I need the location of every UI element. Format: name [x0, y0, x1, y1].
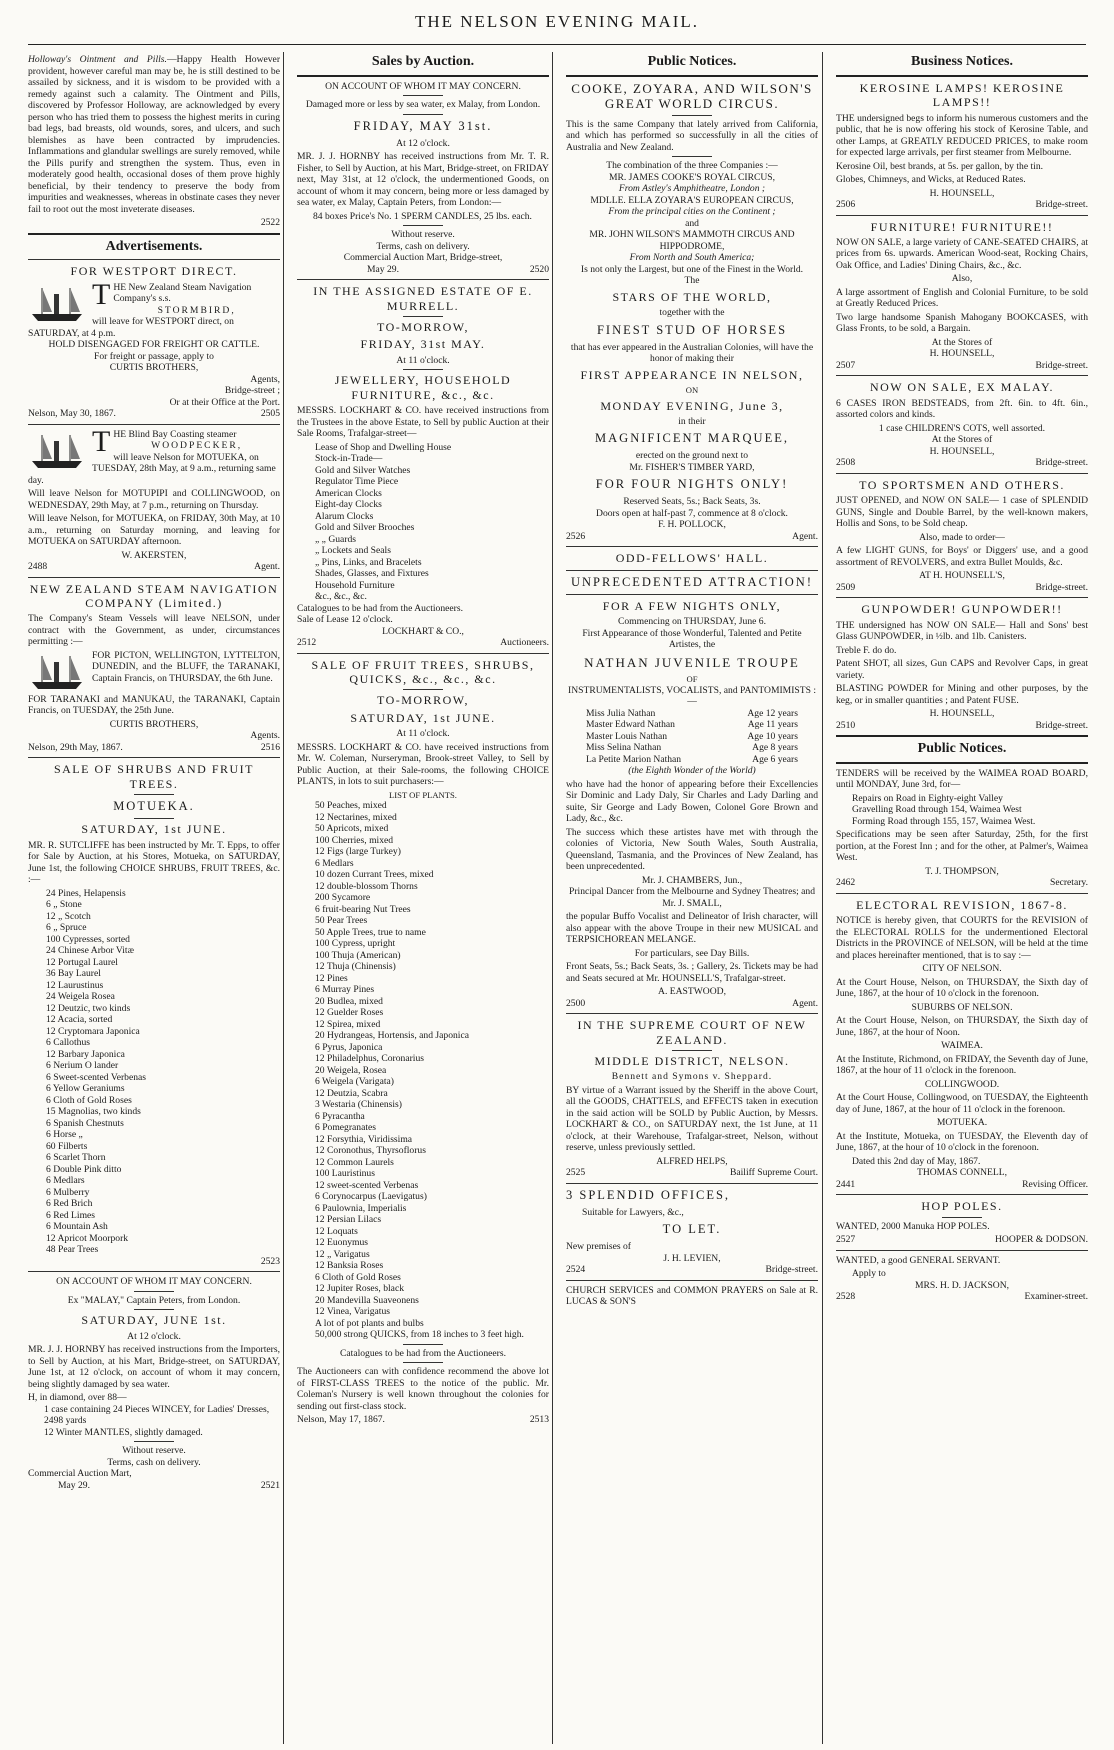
cast-row — [566, 754, 818, 766]
steamship-icon — [28, 284, 86, 324]
list-item: &c., &c., &c. — [315, 591, 367, 603]
list-item: 50 Apricots, mixed — [315, 823, 389, 835]
list-item: 12 Spirea, mixed — [315, 1018, 381, 1030]
list-item: Gold and Silver Brooches — [315, 522, 415, 534]
list-item: 6 Horse „ — [46, 1129, 83, 1141]
candles-advert: ON ACCOUNT OF WHOM IT MAY CONCERN. Damaged more or less by sea water, ex Malay, from London. FRIDAY, MAY 31st. At 12 o'clock. MR. J. J. HORNBY has received instructions from Mr. T. R. Fisher, to Sell by Auction, at his Mart, Bridge-street, on FRIDAY next, May 31st, at 12 o'clock, the undermentioned Goods, on account of whom it may concern, being more or less damaged by sea water, ex Malay, Captain Peters, from London:— 84 boxes Price's No. 1 SPERM CANDLES, 25 lbs. each. Without reserve. Terms, cash on delivery. Commercial Auction Mart, Bridge-street, May 29. 2520 — [297, 80, 549, 275]
list-item: 12 Acacia, sorted — [46, 1014, 113, 1026]
list-item: 6 Callothus — [46, 1037, 90, 1049]
list-item: 12 Pines — [315, 972, 348, 984]
list-item: 60 Filberts — [46, 1140, 88, 1152]
shrubs-list — [28, 888, 280, 1256]
list-item: Shades, Glasses, and Fixtures — [315, 568, 429, 580]
list-item: 6 „ Stone — [46, 899, 82, 911]
list-item: 100 Cherries, mixed — [315, 834, 394, 846]
list-item: American Clocks — [315, 487, 382, 499]
list-item: 6 Scarlet Thorn — [46, 1152, 106, 1164]
advertisements-header: Advertisements. — [105, 238, 203, 254]
woodpecker-advert: T HE Blind Bay Coasting steamer WOODPECKER, will leave Nelson for MOTUEKA, on TUESDAY, 28th May, at 9 a.m., returning same day. Will leave Nelson for MOTUPIPI and COLLINGWOOD, on WEDNESDAY, 29th May, at 7 p.m., returning on Thursday. Will leave Nelson, for MOTUEKA, on FRIDAY, 30th May, at 10 a.m., returning on Saturday morning, and leaving for MOTUEKA on SATURDAY afternoon. W. AKERSTEN, 2488 Agent. — [28, 424, 280, 573]
list-item: 12 Thuja (Chinensis) — [315, 961, 396, 973]
holloway-advert: Holloway's Ointment and Pills.—Happy Health However provident, however careful man may be, he is still destined to be assailed by sickness, and it is wisdom to be provided with a remedy against such a calamity. The Ointment and Pills, discovered by Professor Holloway, are acknowledged by every person who has tried them to possess the highest merits in curing bad legs, bad breasts, old wounds, sores, and ulcers, and such blemishes as have been contracted by imprudencies. Inflammations and glandular swellings are surely removed, while the Pills purify and strengthen the system. Thus, even in moderately good health, occasional doses of them prove highly beneficial, by their tendency to preserve the body from impurities and weaknesses, whereas in obstinate cases they never fail to root out the most inveterate diseases. — [28, 54, 280, 215]
list-item: 12 Portugal Laurel — [46, 956, 118, 968]
list-item: 20 Mandevilla Suaveonens — [315, 1294, 419, 1306]
steamship-icon — [28, 652, 86, 692]
list-item: 6 fruit-bearing Nut Trees — [315, 903, 411, 915]
list-item: 12 „ Scotch — [46, 910, 91, 922]
masthead-rule — [28, 44, 1086, 45]
list-item: 50 Peaches, mixed — [315, 800, 387, 812]
list-item: Gold and Silver Watches — [315, 464, 411, 476]
list-item: 12 Nectarines, mixed — [315, 811, 397, 823]
murrell-list — [297, 442, 549, 603]
list-item: 6 Cloth of Gold Roses — [315, 1271, 401, 1283]
hop-poles-advert: HOP POLES. WANTED, 2000 Manuka HOP POLES. 2527 HOOPER & DODSON. — [836, 1199, 1088, 1246]
oddfellows-advert: ODD-FELLOWS' HALL. UNPRECEDENTED ATTRACTION! FOR A FEW NIGHTS ONLY, Commencing on THURSDAY, June 6. First Appearance of those Wonderful, Talented and Petite Artistes, the NATHAN JUVENILE TROUPE OF INSTRUMENTALISTS, VOCALISTS, and PANTOMIMISTS :— Miss Julia Nathan Age 12 years Master Edward Nathan Age 11 years Master Louis Nathan Age 10 years Miss Selina Nathan Age 8 years La Petite Marion Nathan Age 6 years (the Eighth Wonder of the World) who have had the honor of appearing before their Excellencies Sir Dominic and Lady Daly, Sir Charles and Lady Darling and suite, Sir George and Lady Bowen, Colonel Gore Brown and Lady, &c., &c. The success which these artistes have met with through the colonies of Victoria, New South Wales, South Australia, Queensland, Tasmania, and the Provinces of New Zealand, has been unprecedented. Mr. J. CHAMBERS, Jun., Principal Dancer from the Melbourne and Sydney Theatres; and Mr. J. SMALL, the popular Buffo Vocalist and Delineator of Irish character, will also appear with the above Troupe in their new MUSICAL and TERPSICHOREAN MELANGE. For particulars, see Day Bills. Front Seats, 5s.; Back Seats, 3s. ; Gallery, 2s. Tickets may be had and Seats secured at Mr. HOUNSELL'S, Trafalgar-street. A. EASTWOOD, 2500 Agent. — [566, 551, 818, 1009]
list-item: 12 Philadelphus, Coronarius — [315, 1053, 424, 1065]
cast-list — [566, 708, 818, 766]
list-item: 10 dozen Currant Trees, mixed — [315, 869, 434, 881]
cast-age: Age 10 years — [747, 730, 798, 742]
list-item: Regulator Time Piece — [315, 476, 399, 488]
cast-name: Miss Selina Nathan — [586, 742, 662, 754]
list-item: 50 Apple Trees, true to name — [315, 926, 426, 938]
list-item: 6 Medlars — [46, 1175, 85, 1187]
cast-age: Age 12 years — [747, 707, 798, 719]
list-item: Household Furniture — [315, 579, 395, 591]
electoral-revision-advert: ELECTORAL REVISION, 1867-8. NOTICE is hereby given, that COURTS for the REVISION of the ELECTORAL ROLLS for the undermentioned Electoral Districts in the PROVINCE of NELSON, will be held at the time and places hereinafter mentioned, that is to say :— CITY OF NELSON. At the Court House, Nelson, on THURSDAY, the Sixth day of June, 1867, at the hour of 10 o'clock in the forenoon. SUBURBS OF NELSON. At the Court House, Nelson, on THURSDAY, the Sixth day of June, 1867, at the hour of Noon. WAIMEA. At the Institute, Richmond, on FRIDAY, the Seventh day of June, 1867, at the hour of 11 o'clock in the forenoon. COLLINGWOOD. At the Court House, Collingwood, on TUESDAY, the Eighteenth day of June, 1867, at the hour of 11 o'clock in the forenoon. MOTUEKA. At the Institute, Motueka, on TUESDAY, the Eleventh day of June, 1867, at the hour of 10 o'clock in the forenoon. Dated this 2nd day of May, 1867. THOMAS CONNELL, 2441 Revising Officer. — [836, 897, 1088, 1190]
column-2 — [297, 52, 549, 1744]
list-item: Eight-day Clocks — [315, 499, 382, 511]
public-notices-header: Public Notices. — [647, 54, 737, 69]
column-rule — [552, 52, 553, 1744]
cast-row — [566, 719, 818, 731]
gunpowder-advert: GUNPOWDER! GUNPOWDER!! THE undersigned has NOW ON SALE— Hall and Sons' best Glass GUNPOWDER, in ½lb. and 1lb. Canisters. Treble F. do do. Patent SHOT, all sizes, Gun CAPS and Revolver Caps, in great variety. BLASTING POWDER for Mining and other purposes, by the keg, or in smaller quantities ; and Patent FUSE. H. HOUNSELL, 2510 Bridge-street. — [836, 602, 1088, 731]
cast-name: Master Louis Nathan — [586, 730, 667, 742]
list-item: 6 Pyracantha — [315, 1110, 365, 1122]
list-item: 12 double-blossom Thorns — [315, 880, 418, 892]
list-item: 3 Westaria (Chinensis) — [315, 1099, 402, 1111]
public-notices-header-2: Public Notices. — [917, 741, 1007, 757]
list-item: 6 Weigela (Varigata) — [315, 1076, 394, 1088]
list-item: 12 Jupiter Roses, black — [315, 1283, 404, 1295]
list-item: „ „ Guards — [315, 533, 357, 545]
list-item: 6 Mountain Ash — [46, 1221, 108, 1233]
list-item: „ Pins, Links, and Bracelets — [315, 556, 422, 568]
list-item: 24 Weigela Rosea — [46, 991, 115, 1003]
cast-row — [566, 708, 818, 720]
masthead: THE NELSON EVENING MAIL. — [414, 12, 700, 31]
list-item: 12 Persian Lilacs — [315, 1214, 382, 1226]
list-item: 100 Cypress, upright — [315, 938, 396, 950]
list-item: Lease of Shop and Dwelling House — [315, 441, 452, 453]
list-item: 20 Hydrangeas, Hortensis, and Japonica — [315, 1030, 469, 1042]
list-item: 12 Deutzic, two kinds — [46, 1002, 131, 1014]
cast-row — [566, 742, 818, 754]
list-item: 6 Pomegranates — [315, 1122, 377, 1134]
list-item: 50 Pear Trees — [315, 915, 368, 927]
list-item: 6 Nerium O lander — [46, 1060, 119, 1072]
nzsn-advert: NEW ZEALAND STEAM NAVIGATION COMPANY (Limited.) The Company's Steam Vessels will leave NELSON, under contract with the Government, as under, circumstances permitting :— FOR PICTON, WELLINGTON, LYTTELTON, DUNEDIN, and the BLUFF, the TARANAKI, Captain Francis, on THURSDAY, the 6th June. FOR TARANAKI and MANUKAU, the TARANAKI, Captain Francis, on TUESDAY, the 25th June. CURTIS BROTHERS, Agents. Nelson, 29th May, 1867. 2516 — [28, 581, 280, 753]
fruit-list — [297, 800, 549, 1341]
cast-name: Master Edward Nathan — [586, 719, 675, 731]
list-item: „ Lockets and Seals — [315, 545, 391, 557]
shrubs-advert: SALE OF SHRUBS AND FRUIT TREES. MOTUEKA. SATURDAY, 1st JUNE. MR. R. SUTCLIFFE has been instructed by Mr. T. Epps, to offer for Sale by Auction, at his Stores, Motueka, on SATURDAY, June 1st, the following CHOICE SHRUBS, FRUIT TREES, &c. :— 24 Pines, Helapensis 6 „ Stone 12 „ Scotch 6 „ Spruce 100 Cypresses, sorted 24 Chinese Arbor Vitæ 12 Portugal Laurel 36 Bay Laurel 12 Laurustinus 24 Weigela Rosea 12 Deutzic, two kinds 12 Acacia, sorted 12 Cryptomara Japonica 6 Callothus 12 Barbary Japonica 6 Nerium O lander 6 Sweet-scented Verbenas 6 Yellow Geraniums 6 Cloth of Gold Roses 15 Magnolias, two kinds 6 Spanish Chestnuts 6 Horse „ 60 Filberts 6 Scarlet Thorn 6 Double Pink ditto 6 Medlars 6 Mulberry 6 Red Brich 6 Red Limes 6 Mountain Ash 12 Apricot Moorpork 48 Pear Trees 2523 — [28, 762, 280, 1267]
westport-advert: FOR WESTPORT DIRECT. T HE New Zealand Steam Navigation Company's s.s. STORMBIRD, will leave for WESTPORT direct, on SATURDAY, at 4 p.m. HOLD DISENGAGED FOR FREIGHT OR CATTLE. For freight or passage, apply to CURTIS BROTHERS, Agents, Bridge-street ; Or at their Office at the Port. Nelson, May 30, 1867. 2505 — [28, 264, 280, 420]
list-item: 48 Pear Trees — [46, 1244, 99, 1256]
list-item: 6 Yellow Geraniums — [46, 1083, 125, 1095]
business-notices-header: Business Notices. — [911, 54, 1013, 69]
list-item: 12 Apricot Moorpork — [46, 1232, 129, 1244]
list-item: 12 sweet-scented Verbenas — [315, 1179, 419, 1191]
list-item: 6 Cloth of Gold Roses — [46, 1094, 132, 1106]
offices-advert: 3 SPLENDID OFFICES, Suitable for Lawyers, &c., TO LET. New premises of J. H. LEVIEN, 2524 Bridge-street. — [566, 1187, 818, 1276]
list-item: 6 Spanish Chestnuts — [46, 1117, 124, 1129]
list-item: 200 Sycamore — [315, 892, 371, 904]
list-item: 6 Double Pink ditto — [46, 1163, 122, 1175]
murrell-advert: IN THE ASSIGNED ESTATE OF E. MURRELL. TO-MORROW, FRIDAY, 31st MAY. At 11 o'clock. JEWELLERY, HOUSEHOLD FURNITURE, &c., &c. MESSRS. LOCKHART & CO. have received instructions from the Trustees in the above Estate, to Sell by public Auction at their Sale Rooms, Trafalgar-street— Lease of Shop and Dwelling House Stock-in-Trade— Gold and Silver Watches Regulator Time Piece American Clocks Eight-day Clocks Alarum Clocks Gold and Silver Brooches „ „ Guards „ Lockets and Seals „ Pins, Links, and Bracelets Shades, Glasses, and Fixtures Household Furniture &c., &c., &c. Catalogues to be had from the Auctioneers. Sale of Lease 12 o'clock. LOCKHART & CO., 2512 Auctioneers. — [297, 284, 549, 649]
column-4 — [836, 52, 1088, 1744]
list-item: 24 Pines, Helapensis — [46, 887, 126, 899]
column-rule — [283, 52, 284, 1744]
circus-advert: COOKE, ZOYARA, AND WILSON'S GREAT WORLD CIRCUS. This is the same Company that lately arrived from California, and which has performed so successfully in all the cities of Australia and New Zealand. The combination of the three Companies :— MR. JAMES COOKE'S ROYAL CIRCUS, From Astley's Amphitheatre, London ; MDLLE. ELLA ZOYARA'S EUROPEAN CIRCUS, From the principal cities on the Continent ; and MR. JOHN WILSON'S MAMMOTH CIRCUS AND HIPPODROME, From North and South America; Is not only the Largest, but one of the Finest in the World. The STARS OF THE WORLD, together with the FINEST STUD OF HORSES that has ever appeared in the Australian Colonies, will have the honor of making their FIRST APPEARANCE IN NELSON, ON MONDAY EVENING, June 3, in their MAGNIFICENT MARQUEE, erected on the ground next to Mr. FISHER'S TIMBER YARD, FOR FOUR NIGHTS ONLY! Reserved Seats, 5s.; Back Seats, 3s. Doors open at half-past 7, commence at 8 o'clock. F. H. POLLOCK, 2526 Agent. — [566, 80, 818, 542]
list-item: 36 Bay Laurel — [46, 968, 101, 980]
list-item: 6 Murray Pines — [315, 984, 375, 996]
list-item: 50,000 strong QUICKS, from 18 inches to 3 feet high. — [315, 1329, 524, 1341]
list-item: 12 Forsythia, Viridissima — [315, 1133, 413, 1145]
list-item: 12 Guelder Roses — [315, 1007, 384, 1019]
cast-age: Age 11 years — [747, 719, 798, 731]
list-item: 6 „ Spruce — [46, 922, 87, 934]
list-item: 12 Banksia Roses — [315, 1260, 384, 1272]
sales-by-auction-header: Sales by Auction. — [371, 54, 475, 69]
malay-auction-advert: ON ACCOUNT OF WHOM IT MAY CONCERN. Ex "MALAY," Captain Peters, from London. SATURDAY, JUNE 1st. At 12 o'clock. MR. J. J. HORNBY has received instructions from the Importers, to Sell by Auction, at his Mart, Bridge-street, on SATURDAY, June 1st, at 12 o'clock, on account of whom it may concern, being slightly damaged by sea water. H, in diamond, over 88— 1 case containing 24 Pieces WINCEY, for Ladies' Dresses, 2498 yards 12 Winter MANTLES, slightly damaged. Without reserve. Terms, cash on delivery. Commercial Auction Mart, May 29. 2521 — [28, 1276, 280, 1491]
kerosine-advert: KEROSINE LAMPS! KEROSINE LAMPS!! THE undersigned begs to inform his numerous customers and the public, that he is now offering his stock of Kerosine Table, and other Lamps, at GREATLY REDUCED PRICES, to make room for expected large arrivals, per first steamer from Melbourne. Kerosine Oil, best brands, at 5s. per gallon, by the tin. Globes, Chimneys, and Wicks, at Reduced Rates. H. HOUNSELL, 2506 Bridge-street. — [836, 80, 1088, 211]
list-item: 12 Common Laurels — [315, 1156, 394, 1168]
cast-age: Age 6 years — [752, 753, 798, 765]
list-item: 6 Red Limes — [46, 1209, 96, 1221]
list-item: 20 Weigela, Rosea — [315, 1064, 387, 1076]
list-item: 100 Lauristinus — [315, 1168, 375, 1180]
list-item: 12 Vinea, Varigatus — [315, 1306, 391, 1318]
list-item: 12 Cryptomara Japonica — [46, 1025, 140, 1037]
fruit-trees-advert: SALE OF FRUIT TREES, SHRUBS, QUICKS, &c., &c., &c. TO-MORROW, SATURDAY, 1st JUNE. At 11 o'clock. MESSRS. LOCKHART & CO. have received instructions from Mr. W. Coleman, Nurseryman, Brook-street Valley, to Sell by Public Auction, at their Sale-rooms, the following CHOICE PLANTS, in lots to suit purchasers:— LIST OF PLANTS. 50 Peaches, mixed 12 Nectarines, mixed 50 Apricots, mixed 100 Cherries, mixed 12 Figs (large Turkey) 6 Medlars 10 dozen Currant Trees, mixed 12 double-blossom Thorns 200 Sycamore 6 fruit-bearing Nut Trees 50 Pear Trees 50 Apple Trees, true to name 100 Cypress, upright 100 Thuja (American) 12 Thuja (Chinensis) 12 Pines 6 Murray Pines 20 Budlea, mixed 12 Guelder Roses 12 Spirea, mixed 20 Hydrangeas, Hortensis, and Japonica 6 Pyrus, Japonica 12 Philadelphus, Coronarius 20 Weigela, Rosea 6 Weigela (Varigata) 12 Deutzia, Scabra 3 Westaria (Chinensis) 6 Pyracantha 6 Pomegranates 12 Forsythia, Viridissima 12 Coronothus, Thyrsoflorus 12 Common Laurels 100 Lauristinus 12 sweet-scented Verbenas 6 Corynocarpus (Laevigatus) 6 Paulownia, Imperialis 12 Persian Lilacs 12 Loquats 12 Euonymus 12 „ Varigatus 12 Banksia Roses 6 Cloth of Gold Roses 12 Jupiter Roses, black 20 Mandevilla Suaveonens 12 Vinea, Varigatus A lot of pot plants and bulbs 50,000 strong QUICKS, from 18 inches to 3 feet high. Catalogues to be had from the Auctioneers. The Auctioneers can with confidence recommend the above lot of FIRST-CLASS TREES to the notice of the public. Mr. Coleman's Nursery is well known throughout the colonies for sending out first-class stock. Nelson, May 17, 1867. 2513 — [297, 657, 549, 1426]
servant-advert: WANTED, a good GENERAL SERVANT. Apply to MRS. H. D. JACKSON, 2528 Examiner-street. — [836, 1254, 1088, 1303]
cast-row — [566, 731, 818, 743]
list-item: 20 Budlea, mixed — [315, 995, 383, 1007]
cast-age: Age 8 years — [752, 742, 798, 754]
list-item: 6 Corynocarpus (Laevigatus) — [315, 1191, 427, 1203]
column-3 — [566, 52, 818, 1744]
list-item: 12 Coronothus, Thyrsoflorus — [315, 1145, 426, 1157]
list-item: 12 Laurustinus — [46, 979, 104, 991]
list-item: 6 Pyrus, Japonica — [315, 1041, 383, 1053]
cast-name: La Petite Marion Nathan — [586, 753, 682, 765]
list-item: 12 Figs (large Turkey) — [315, 846, 401, 858]
column-1 — [28, 52, 280, 1744]
list-item: 100 Cypresses, sorted — [46, 933, 130, 945]
list-item: 12 „ Varigatus — [315, 1248, 370, 1260]
supreme-court-advert: IN THE SUPREME COURT OF NEW ZEALAND. MIDDLE DISTRICT, NELSON. Bennett and Symons v. Sheppard. BY virtue of a Warrant issued by the Sheriff in the above Court, all the GOODS, CHATTELS, and EFFECTS taken in execution in the said action will be SOLD by Public Auction, by Messrs. LOCKHART & CO., on SATURDAY next, the 1st June, at 11 o'clock, at their Warehouse, Trafalgar-street, Nelson, without reserve, unless previously settled. ALFRED HELPS, 2525 Bailiff Supreme Court. — [566, 1018, 818, 1179]
church-services-advert: CHURCH SERVICES and COMMON PRAYERS on Sale at R. LUCAS & SON'S — [566, 1284, 818, 1308]
list-item: 6 Mulberry — [46, 1186, 90, 1198]
list-item: 12 Euonymus — [315, 1237, 369, 1249]
list-item: 6 Sweet-scented Verbenas — [46, 1071, 146, 1083]
list-item: 12 Barbary Japonica — [46, 1048, 125, 1060]
advert-number: 2522 — [260, 217, 280, 228]
tenders-advert: TENDERS will be received by the WAIMEA ROAD BOARD, until MONDAY, June 3rd, for— Repairs on Road in Eighty-eight Valley Gravelling Road through 154, Waimea West Forming Road through 155, 157, Waimea West. Specifications may be seen after Saturday, 25th, for the first portion, at the Forest Inn ; and for the other, at Palmer's, Waimea West. T. J. THOMPSON, 2462 Secretary. — [836, 767, 1088, 889]
list-item: Stock-in-Trade— — [315, 453, 383, 465]
list-item: 12 Deutzia, Scabra — [315, 1087, 388, 1099]
list-item: 6 Medlars — [315, 857, 354, 869]
list-item: A lot of pot plants and bulbs — [315, 1317, 424, 1329]
list-item: 15 Magnolias, two kinds — [46, 1106, 141, 1118]
list-item: 100 Thuja (American) — [315, 949, 401, 961]
list-item: 24 Chinese Arbor Vitæ — [46, 945, 134, 957]
list-item: 6 Paulownia, Imperialis — [315, 1202, 407, 1214]
column-rule — [822, 52, 823, 1744]
list-item: Alarum Clocks — [315, 510, 374, 522]
list-item: 12 Loquats — [315, 1225, 358, 1237]
malay-bedsteads-advert: NOW ON SALE, EX MALAY. 6 CASES IRON BEDSTEADS, from 2ft. 6in. to 4ft. 6in., assorted colors and kinds. 1 case CHILDREN'S COTS, well assorted. At the Stores of H. HOUNSELL, 2508 Bridge-street. — [836, 380, 1088, 469]
furniture-advert: FURNITURE! FURNITURE!! NOW ON SALE, a large variety of CANE-SEATED CHAIRS, at prices from 6s. upwards. American Wood-seat, Rocking Chairs, Oak Office, and Ladies' Dining Chairs, &c., &c. Also, A large assortment of English and Colonial Furniture, to be sold at Greatly Reduced Prices. Two large handsome Spanish Mahogany BOOKCASES, with Glass Fronts, to be sold, a Bargain. At the Stores of H. HOUNSELL, 2507 Bridge-street. — [836, 219, 1088, 371]
cast-name: Miss Julia Nathan — [586, 707, 656, 719]
steamship-icon — [28, 431, 86, 471]
sportsmen-advert: TO SPORTSMEN AND OTHERS. JUST OPENED, and NOW ON SALE— 1 case of SPLENDID GUNS, Single and Double Barrel, by the well-known makers, Hollis and Sons, to be Sold cheap. Also, made to order— A few LIGHT GUNS, for Boys' or Diggers' use, and a good assortment of REVOLVERS, and extra Bullet Moulds, &c. AT H. HOUNSELL'S, 2509 Bridge-street. — [836, 477, 1088, 593]
list-item: 6 Red Brich — [46, 1198, 93, 1210]
